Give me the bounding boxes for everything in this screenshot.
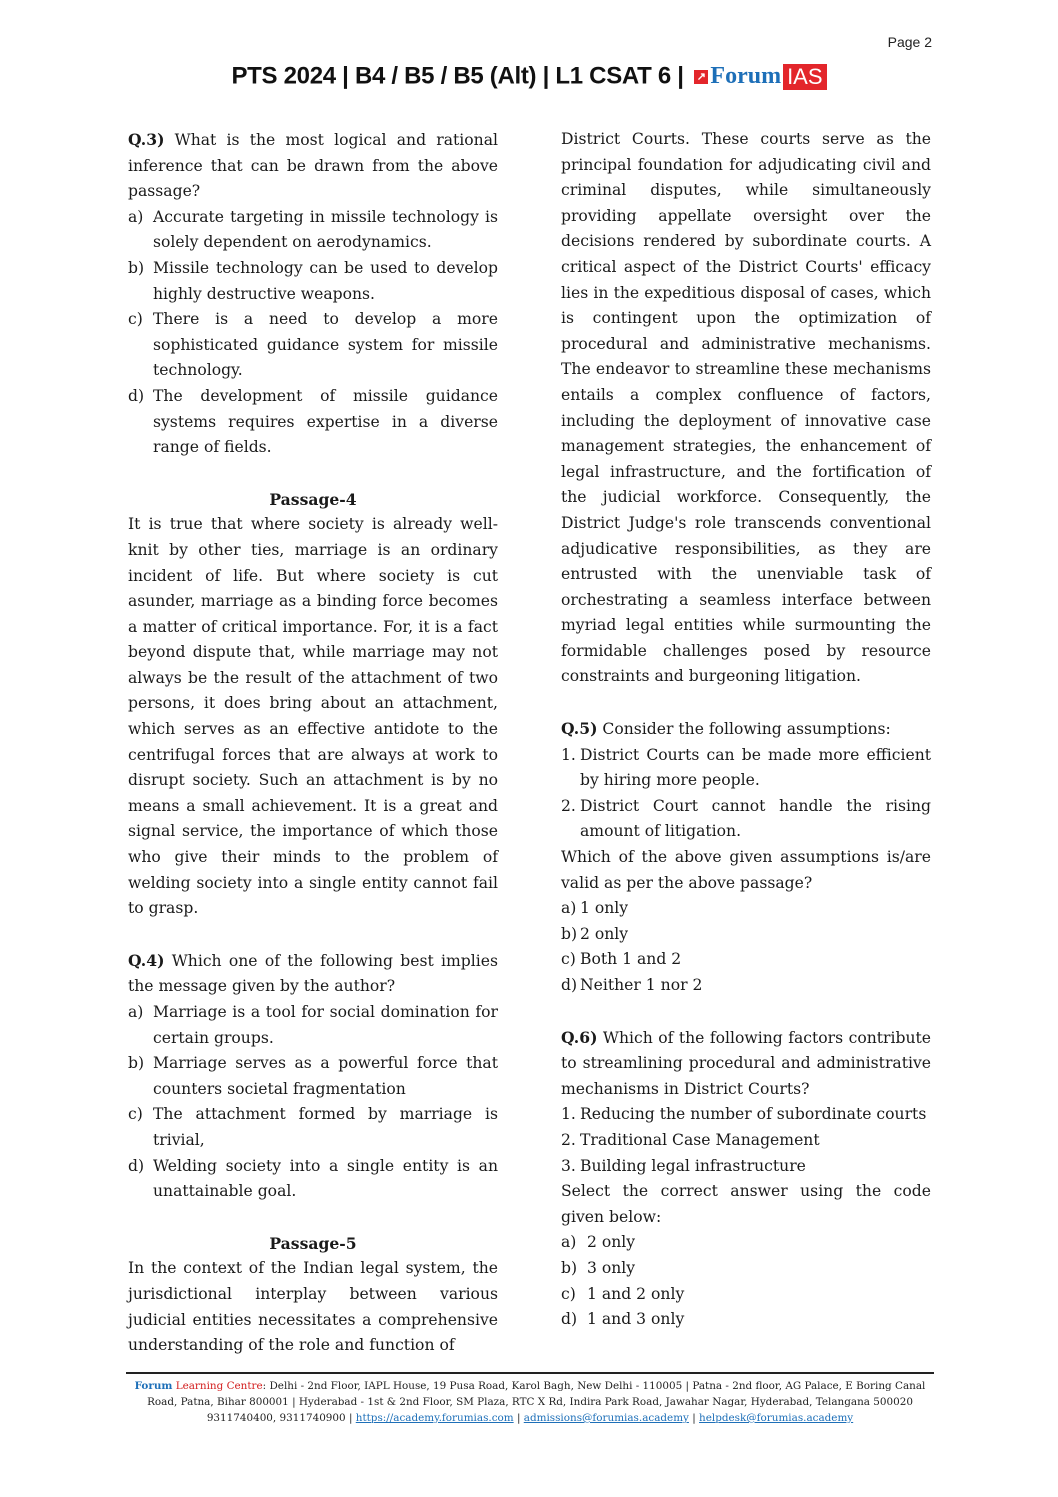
arrow-icon: ↗: [694, 70, 708, 84]
website-link[interactable]: https://academy.forumias.com: [355, 1412, 514, 1424]
statement: 3. Building legal infrastructure: [561, 1156, 806, 1175]
question-5: [561, 716, 931, 999]
question-label: Q.5): [561, 719, 598, 739]
question-6: [561, 1025, 931, 1333]
passage-text-continued: District Courts. These courts serve as the principal foundation for adjudicating civil and criminal disputes, while simultaneously providing appellate oversight over the decisions rendered by subordinate courts. A critical aspect of the District Courts' efficacy lies in the expeditious disposal of cases, which is contingent upon the optimization of procedural and administrative mechanisms. The endeavor to streamline these mechanisms entails a complex confluence of factors, including the deployment of innovative case management strategies, the enhancement of legal infrastructure, and the fortification of the judicial workforce. Consequently, the District Judge's role transcends conventional adjudicative responsibilities, as they are entrusted with the unenviable task of orchestrating a seamless interface between myriad legal entities while surmounting the formidable challenges posed by resource constraints and burgeoning litigation.: [561, 130, 931, 686]
passage-text: It is true that where society is already well-knit by other ties, marriage is an ordinary incident of life. But where society is cut asunder, marriage as a binding force becomes a matter of critical importance. For, it is a fact beyond dispute that, while marriage may not always be the result of the attachment of two persons, it does bring about an attachment, which serves as an effective antidote to the centrifugal forces that are always at work to disrupt society. Such an attachment is by no means a small achievement. It is a great and signal service, the importance of which those who give their minds to the problem of welding society into a single entity cannot fail to grasp.: [128, 515, 498, 918]
option: c) Both 1 and 2: [561, 950, 682, 969]
footer-addresses: Delhi - 2nd Floor, IAPL House, 19 Pusa Road, Karol Bagh, New Delhi - 110005 | Patna - 2nd floor, AG Palace, E Boring Canal Road, Patna, Bihar 800001 | Hyderabad - 1st & 2nd Floor, SM Plaza, RTC X Rd, Indira Park Road, Jawahar Nagar, Hyderabad, Telangana 500020: [147, 1380, 926, 1408]
statement: 1. District Courts can be made more efficient by hiring more people.: [561, 745, 931, 790]
statement: 2. Traditional Case Management: [561, 1130, 820, 1149]
option: b) 3 only: [561, 1258, 636, 1277]
admissions-email-link[interactable]: admissions@forumias.academy: [523, 1412, 689, 1424]
statement: 1. Reducing the number of subordinate courts: [561, 1105, 927, 1124]
footer-centre: Learning Centre: [172, 1380, 263, 1392]
option: a) Accurate targeting in missile technology is solely dependent on aerodynamics.: [128, 207, 498, 252]
helpdesk-email-link[interactable]: helpdesk@forumias.academy: [699, 1412, 854, 1424]
question-stem: Q.3) What is the most logical and rational inference that can be drawn from the above passage?: [128, 130, 498, 201]
option: a) 1 only: [561, 899, 629, 918]
option: c) 1 and 2 only: [561, 1284, 685, 1303]
question-label: Q.6): [561, 1027, 598, 1047]
option: c) There is a need to develop a more sophisticated guidance system for missile technology.: [128, 310, 498, 380]
option: a) Marriage is a tool for social domination for certain groups.: [128, 1003, 498, 1047]
page-header: [0, 62, 1058, 91]
question-stem: Q.4) Which one of the following best implies the message given by the author?: [128, 950, 498, 996]
option: d) Welding society into a single entity is an unattainable goal.: [128, 1156, 498, 1201]
test-title: PTS 2024 | B4 / B5 / B5 (Alt) | L1 CSAT 6 |: [231, 62, 684, 90]
footer-brand: Forum: [134, 1380, 173, 1392]
footer-contacts: 9311740400, 9311740900 | https://academy.forumias.com | admissions@forumias.academy | helpdesk@forumias.academy: [206, 1412, 854, 1424]
left-column: [128, 127, 498, 1359]
logo-ias-text: IAS: [783, 64, 826, 90]
option: b) 2 only: [561, 924, 629, 943]
option: d) The development of missile guidance systems requires expertise in a diverse range of fields.: [128, 386, 498, 457]
option: d) 1 and 3 only: [561, 1310, 685, 1329]
option: d) Neither 1 nor 2: [561, 976, 703, 994]
passage-title: Passage-4: [269, 489, 357, 509]
question-label: Q.3): [128, 130, 165, 149]
page-number: Page 2: [887, 34, 932, 50]
statement: 2. District Court cannot handle the rising amount of litigation.: [561, 796, 931, 841]
forumias-logo: [694, 63, 826, 90]
footer-phones: 9311740400, 9311740900: [206, 1412, 346, 1424]
question-prompt: Which of the above given assumptions is/are valid as per the above passage?: [561, 848, 931, 892]
option: a) 2 only: [561, 1233, 636, 1252]
option: b) Marriage serves as a powerful force that counters societal fragmentation: [128, 1054, 498, 1098]
question-prompt: Select the correct answer using the code given below:: [561, 1182, 931, 1226]
option: c) The attachment formed by marriage is trivial,: [128, 1105, 498, 1149]
passage-title: Passage-5: [269, 1233, 357, 1253]
footer-address: Forum Learning Centre: Delhi - 2nd Floor, IAPL House, 19 Pusa Road, Karol Bagh, New Delhi - 110005 | Patna - 2nd floor, AG Palace, E Boring Canal Road, Patna, Bihar 800001 | Hyderabad - 1st & 2nd Floor, SM Plaza, RTC X Rd, Indira Park Road, Jawahar Nagar, Hyderabad, Telangana 500020: [134, 1380, 926, 1408]
passage-text: In the context of the Indian legal system, the jurisdictional interplay between various judicial entities necessitates a comprehensive understanding of the role and function of: [128, 1259, 498, 1355]
option: b) Missile technology can be used to develop highly destructive weapons.: [128, 258, 498, 303]
question-label: Q.4): [128, 950, 165, 970]
question-stem: Q.6) Which of the following factors contribute to streamlining procedural and administrative mechanisms in District Courts?: [561, 1027, 931, 1098]
question-3: [128, 127, 498, 461]
logo-forum-text: Forum: [710, 63, 782, 90]
page-footer: [126, 1372, 934, 1426]
question-4: [128, 948, 498, 1205]
right-column: [561, 127, 931, 1333]
question-stem: Q.5) Consider the following assumptions:: [561, 719, 891, 739]
